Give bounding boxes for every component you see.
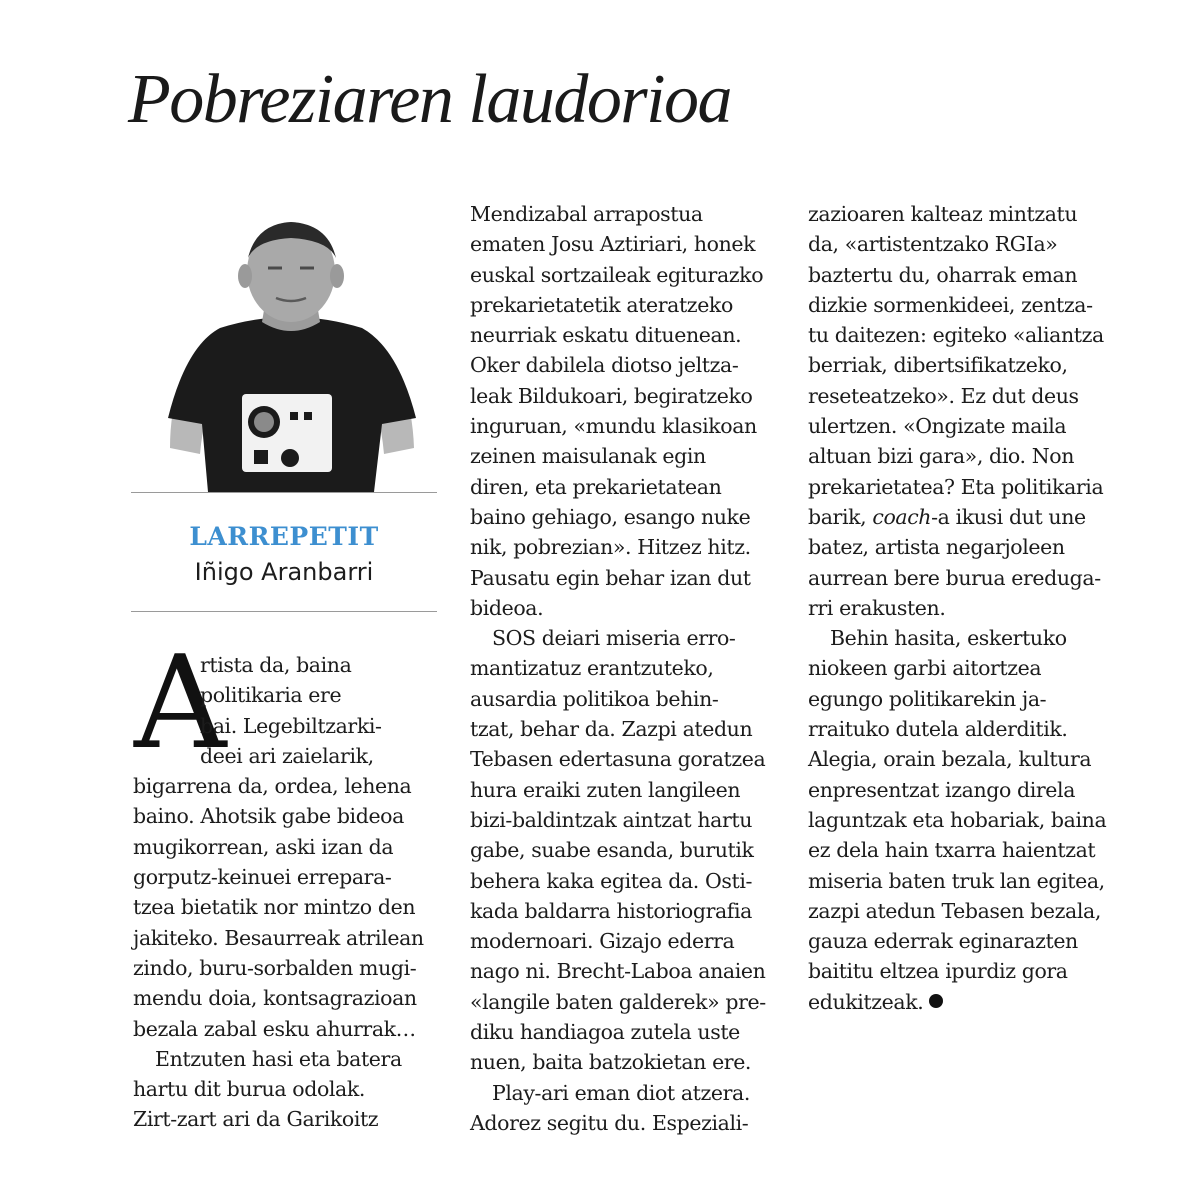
body-line: «langile baten galderek» pre- xyxy=(470,989,766,1014)
body-line: hartu dit burua odolak. xyxy=(133,1077,366,1102)
body-line: baino gehiago, esango nuke xyxy=(470,504,751,529)
body-line: zeinen maisulanak egin xyxy=(470,444,706,469)
body-line: Oker dabilela diotso jeltza- xyxy=(470,353,739,378)
body-line-mixed xyxy=(808,502,1128,532)
drop-cap: A xyxy=(134,629,227,778)
author-portrait-photo xyxy=(160,218,422,492)
body-line: prekarietatetik ateratzeko xyxy=(470,292,733,317)
column-name: LARREPETIT xyxy=(189,522,379,551)
body-line: bizi-baldintzak aintzat hartu xyxy=(470,807,753,832)
body-line: tzat, behar da. Zazpi atedun xyxy=(470,717,753,742)
body-line: da, «artistentzako RGIa» xyxy=(808,232,1058,257)
body-line: baztertu du, oharrak eman xyxy=(808,262,1078,287)
body-text: edukitzeak. xyxy=(808,989,924,1014)
headline: Pobreziaren laudorioa xyxy=(128,61,732,138)
author-name: Iñigo Aranbarri xyxy=(194,558,374,586)
body-line: Alegia, orain bezala, kultura xyxy=(808,747,1092,772)
body-line: neurriak eskatu dituenean. xyxy=(470,323,742,348)
body-line: behera kaka egitea da. Osti- xyxy=(470,868,753,893)
body-line: prekarietatea? Eta politikaria xyxy=(808,474,1104,499)
body-line-last xyxy=(808,987,1128,1017)
body-line: Mendizabal arrapostua xyxy=(470,202,703,226)
body-line: nago ni. Brecht-Laboa anaien xyxy=(470,959,766,984)
body-line: Adorez segitu du. Espeziali- xyxy=(470,1110,749,1135)
body-line: modernoari. Gizajo ederra xyxy=(470,929,735,954)
body-line: rraituko dutela alderditik. xyxy=(808,717,1068,742)
body-line: rri erakusten. xyxy=(808,595,946,620)
body-line: SOS deiari miseria erro- xyxy=(492,626,736,651)
body-line: mugikorrean, aski izan da xyxy=(133,834,394,859)
body-line: egungo politikarekin ja- xyxy=(808,686,1047,711)
body-line: bigarrena da, ordea, lehena xyxy=(133,774,412,799)
body-line: miseria baten truk lan egitea, xyxy=(808,868,1105,893)
byline-rule-bottom xyxy=(131,611,437,612)
body-text: barik, xyxy=(808,504,867,529)
body-line: rtista da, baina xyxy=(200,653,352,677)
body-line: bezala zabal esku ahurrak… xyxy=(133,1016,416,1041)
body-line: batez, artista negarjoleen xyxy=(808,535,1065,560)
body-line: Play-ari eman diot atzera. xyxy=(492,1080,750,1105)
body-line: zazioaren kalteaz mintzatu xyxy=(808,202,1078,226)
body-line: ausardia politikoa behin- xyxy=(470,686,719,711)
body-line: leak Bildukoari, begiratzeko xyxy=(470,383,753,408)
body-line: euskal sortzaileak egiturazko xyxy=(470,262,764,287)
body-line: mantizatuz erantzuteko, xyxy=(470,656,714,681)
body-line: bai. Legebiltzarki- xyxy=(200,713,382,738)
body-line: jakiteko. Besaurreak atrilean xyxy=(133,925,424,950)
body-line: reseteatzeko». Ez dut deus xyxy=(808,383,1079,408)
body-column-1 xyxy=(133,650,453,1135)
body-line: altuan bizi gara», dio. Non xyxy=(808,444,1075,469)
body-line: Pausatu egin behar izan dut xyxy=(470,565,751,590)
body-text: -a ikusi dut une xyxy=(931,504,1086,529)
end-of-article-dot-icon xyxy=(929,994,943,1008)
italic-word: coach xyxy=(872,504,932,529)
body-line: politikaria ere xyxy=(200,683,342,708)
body-line: berriak, dibertsifikatzeko, xyxy=(808,353,1068,378)
body-line: baititu eltzea ipurdiz gora xyxy=(808,959,1068,984)
body-line: bideoa. xyxy=(470,595,544,620)
body-line: tzea bietatik nor mintzo den xyxy=(133,895,416,920)
body-line: kada baldarra historiografia xyxy=(470,898,752,923)
body-line: deei ari zaielarik, xyxy=(200,743,374,768)
body-line: baino. Ahotsik gabe bideoa xyxy=(133,804,404,829)
byline-rule-top xyxy=(131,492,437,493)
body-line: aurrean bere burua eredugа- xyxy=(808,565,1101,590)
body-line: enpresentzat izango direla xyxy=(808,777,1076,802)
body-line: ez dela hain txarra haientzat xyxy=(808,838,1096,863)
body-line: ulertzen. «Ongizate maila xyxy=(808,414,1067,439)
body-line: gorputz-keinuei errepara- xyxy=(133,865,392,890)
body-line: dizkie sormenkideei, zentza- xyxy=(808,292,1093,317)
body-line: diku handiagoa zutela uste xyxy=(470,1020,740,1045)
body-line: gabe, suabe esanda, burutik xyxy=(470,838,754,863)
body-line: Behin hasita, eskertuko xyxy=(830,626,1067,651)
body-line: zindo, buru-sorbalden mugi- xyxy=(133,955,417,980)
body-line: tu daitezen: egiteko «aliantza xyxy=(808,323,1104,348)
body-line: Zirt-zart ari da Garikoitz xyxy=(133,1107,379,1132)
body-line: zazpi atedun Tebasen bezala, xyxy=(808,898,1101,923)
body-line: Entzuten hasi eta batera xyxy=(155,1046,402,1071)
body-column-3 xyxy=(808,199,1128,1017)
body-line: ematen Josu Aztiriari, honek xyxy=(470,232,756,257)
body-line: niokeen garbi aitortzea xyxy=(808,656,1042,681)
body-line: inguruan, «mundu klasikoan xyxy=(470,414,757,439)
body-line: mendu doia, kontsagrazioan xyxy=(133,986,417,1011)
body-line: laguntzak eta hobariak, baina xyxy=(808,807,1107,832)
body-column-2 xyxy=(470,199,790,1138)
body-line: diren, eta prekarietatean xyxy=(470,474,722,499)
body-line: nuen, baita batzokietan ere. xyxy=(470,1050,752,1075)
body-line: gauza ederrak eginarazten xyxy=(808,929,1078,954)
body-line: Tebasen edertasuna goratzea xyxy=(470,747,766,772)
body-line: hura eraiki zuten langileen xyxy=(470,777,741,802)
body-line: nik, pobrezian». Hitzez hitz. xyxy=(470,535,751,560)
